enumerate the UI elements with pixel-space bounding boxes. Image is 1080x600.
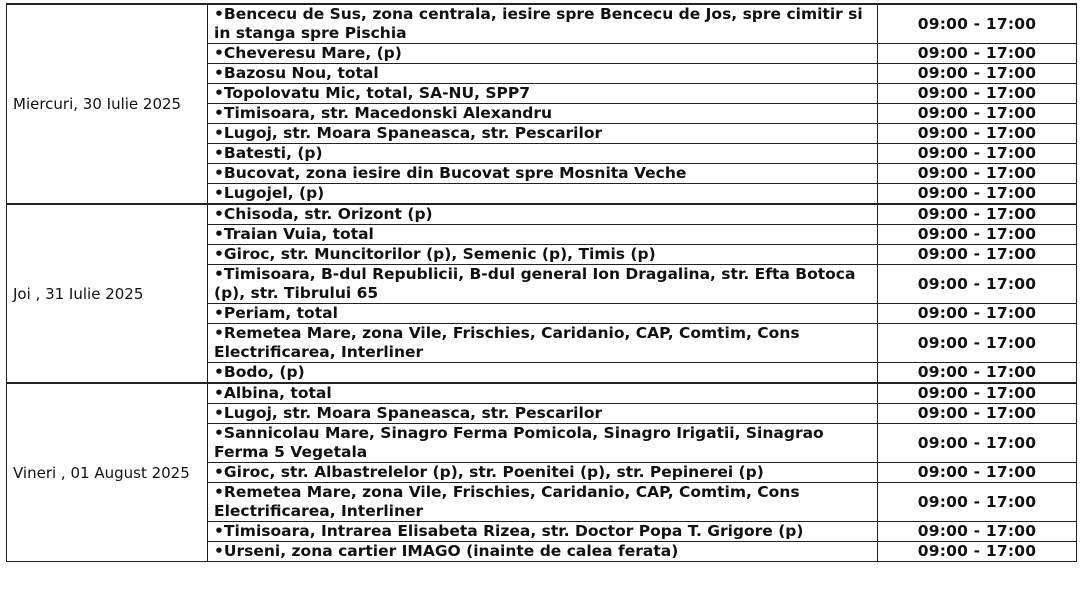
location-cell bbox=[208, 164, 878, 184]
location-cell bbox=[208, 104, 878, 124]
location-cell bbox=[208, 245, 878, 265]
location-text: Batesti, (p) bbox=[223, 144, 323, 162]
location-text: Lugojel, (p) bbox=[223, 184, 325, 202]
location-text: Timisoara, Intrarea Elisabeta Rizea, str. Doctor Popa T. Grigore (p) bbox=[223, 522, 804, 540]
time-cell: 09:00 - 17:00 bbox=[878, 64, 1077, 84]
time-cell: 09:00 - 17:00 bbox=[878, 463, 1077, 483]
time-cell: 09:00 - 17:00 bbox=[878, 104, 1077, 124]
date-cell: Miercuri, 30 Iulie 2025 bbox=[7, 4, 208, 204]
location-text: Giroc, str. Muncitorilor (p), Semenic (p), Timis (p) bbox=[223, 245, 656, 263]
location-text: Bodo, (p) bbox=[223, 363, 305, 381]
location-cell bbox=[208, 4, 878, 44]
time-cell: 09:00 - 17:00 bbox=[878, 245, 1077, 265]
bullet-icon: • bbox=[214, 245, 224, 263]
location-cell bbox=[208, 84, 878, 104]
location-cell bbox=[208, 463, 878, 483]
location-cell bbox=[208, 204, 878, 225]
location-cell bbox=[208, 184, 878, 205]
location-text: Cheveresu Mare, (p) bbox=[223, 44, 402, 62]
bullet-icon: • bbox=[214, 384, 224, 402]
table-row bbox=[7, 4, 1077, 44]
schedule-table-body bbox=[7, 4, 1077, 562]
bullet-icon: • bbox=[214, 542, 224, 560]
bullet-icon: • bbox=[214, 5, 224, 23]
bullet-icon: • bbox=[214, 144, 224, 162]
location-cell bbox=[208, 404, 878, 424]
location-text: Albina, total bbox=[223, 384, 332, 402]
location-text: Timisoara, B-dul Republicii, B-dul general Ion Dragalina, str. Efta Botoca (p), str. Tibrului 65 bbox=[214, 265, 856, 302]
date-cell: Joi , 31 Iulie 2025 bbox=[7, 204, 208, 383]
time-cell: 09:00 - 17:00 bbox=[878, 124, 1077, 144]
time-cell: 09:00 - 17:00 bbox=[878, 522, 1077, 542]
location-cell bbox=[208, 124, 878, 144]
location-cell bbox=[208, 424, 878, 463]
bullet-icon: • bbox=[214, 205, 224, 223]
bullet-icon: • bbox=[214, 404, 224, 422]
time-cell: 09:00 - 17:00 bbox=[878, 204, 1077, 225]
time-cell: 09:00 - 17:00 bbox=[878, 542, 1077, 562]
bullet-icon: • bbox=[214, 184, 224, 202]
bullet-icon: • bbox=[214, 225, 224, 243]
location-cell bbox=[208, 64, 878, 84]
location-cell bbox=[208, 522, 878, 542]
time-cell: 09:00 - 17:00 bbox=[878, 424, 1077, 463]
table-row bbox=[7, 383, 1077, 404]
table-row bbox=[7, 204, 1077, 225]
location-cell bbox=[208, 542, 878, 562]
bullet-icon: • bbox=[214, 304, 224, 322]
date-cell: Vineri , 01 August 2025 bbox=[7, 383, 208, 562]
time-cell: 09:00 - 17:00 bbox=[878, 265, 1077, 304]
time-cell: 09:00 - 17:00 bbox=[878, 304, 1077, 324]
bullet-icon: • bbox=[214, 522, 224, 540]
bullet-icon: • bbox=[214, 104, 224, 122]
location-text: Periam, total bbox=[223, 304, 338, 322]
time-cell: 09:00 - 17:00 bbox=[878, 144, 1077, 164]
location-text: Traian Vuia, total bbox=[223, 225, 374, 243]
location-cell bbox=[208, 144, 878, 164]
bullet-icon: • bbox=[214, 483, 224, 501]
location-text: Urseni, zona cartier IMAGO (inainte de calea ferata) bbox=[223, 542, 679, 560]
time-cell: 09:00 - 17:00 bbox=[878, 44, 1077, 64]
location-text: Remetea Mare, zona Vile, Frischies, Caridanio, CAP, Comtim, Cons Electrificarea, Interliner bbox=[214, 324, 800, 361]
location-text: Bazosu Nou, total bbox=[223, 64, 379, 82]
time-cell: 09:00 - 17:00 bbox=[878, 404, 1077, 424]
time-cell: 09:00 - 17:00 bbox=[878, 483, 1077, 522]
location-cell bbox=[208, 324, 878, 363]
bullet-icon: • bbox=[214, 463, 224, 481]
location-text: Chisoda, str. Orizont (p) bbox=[223, 205, 433, 223]
bullet-icon: • bbox=[214, 363, 224, 381]
location-text: Giroc, str. Albastrelelor (p), str. Poenitei (p), str. Pepinerei (p) bbox=[223, 463, 764, 481]
bullet-icon: • bbox=[214, 164, 224, 182]
time-cell: 09:00 - 17:00 bbox=[878, 4, 1077, 44]
time-cell: 09:00 - 17:00 bbox=[878, 225, 1077, 245]
location-text: Sannicolau Mare, Sinagro Ferma Pomicola, Sinagro Irigatii, Sinagrao Ferma 5 Vegetala bbox=[214, 424, 824, 461]
bullet-icon: • bbox=[214, 64, 224, 82]
bullet-icon: • bbox=[214, 424, 224, 442]
bullet-icon: • bbox=[214, 44, 224, 62]
time-cell: 09:00 - 17:00 bbox=[878, 363, 1077, 384]
bullet-icon: • bbox=[214, 265, 224, 283]
bullet-icon: • bbox=[214, 84, 224, 102]
location-text: Lugoj, str. Moara Spaneasca, str. Pescarilor bbox=[223, 404, 603, 422]
time-cell: 09:00 - 17:00 bbox=[878, 383, 1077, 404]
outage-schedule-table bbox=[6, 3, 1077, 562]
location-text: Bencecu de Sus, zona centrala, iesire spre Bencecu de Jos, spre cimitir si in stanga spre Pischia bbox=[214, 5, 863, 42]
location-cell bbox=[208, 304, 878, 324]
location-text: Lugoj, str. Moara Spaneasca, str. Pescarilor bbox=[223, 124, 603, 142]
location-text: Bucovat, zona iesire din Bucovat spre Mosnita Veche bbox=[223, 164, 687, 182]
location-cell bbox=[208, 483, 878, 522]
bullet-icon: • bbox=[214, 324, 224, 342]
time-cell: 09:00 - 17:00 bbox=[878, 324, 1077, 363]
location-cell bbox=[208, 225, 878, 245]
bullet-icon: • bbox=[214, 124, 224, 142]
location-cell bbox=[208, 383, 878, 404]
time-cell: 09:00 - 17:00 bbox=[878, 84, 1077, 104]
location-text: Timisoara, str. Macedonski Alexandru bbox=[223, 104, 553, 122]
location-cell bbox=[208, 363, 878, 384]
location-text: Remetea Mare, zona Vile, Frischies, Caridanio, CAP, Comtim, Cons Electrificarea, Interliner bbox=[214, 483, 800, 520]
location-text: Topolovatu Mic, total, SA-NU, SPP7 bbox=[223, 84, 531, 102]
location-cell bbox=[208, 265, 878, 304]
time-cell: 09:00 - 17:00 bbox=[878, 184, 1077, 205]
location-cell bbox=[208, 44, 878, 64]
time-cell: 09:00 - 17:00 bbox=[878, 164, 1077, 184]
